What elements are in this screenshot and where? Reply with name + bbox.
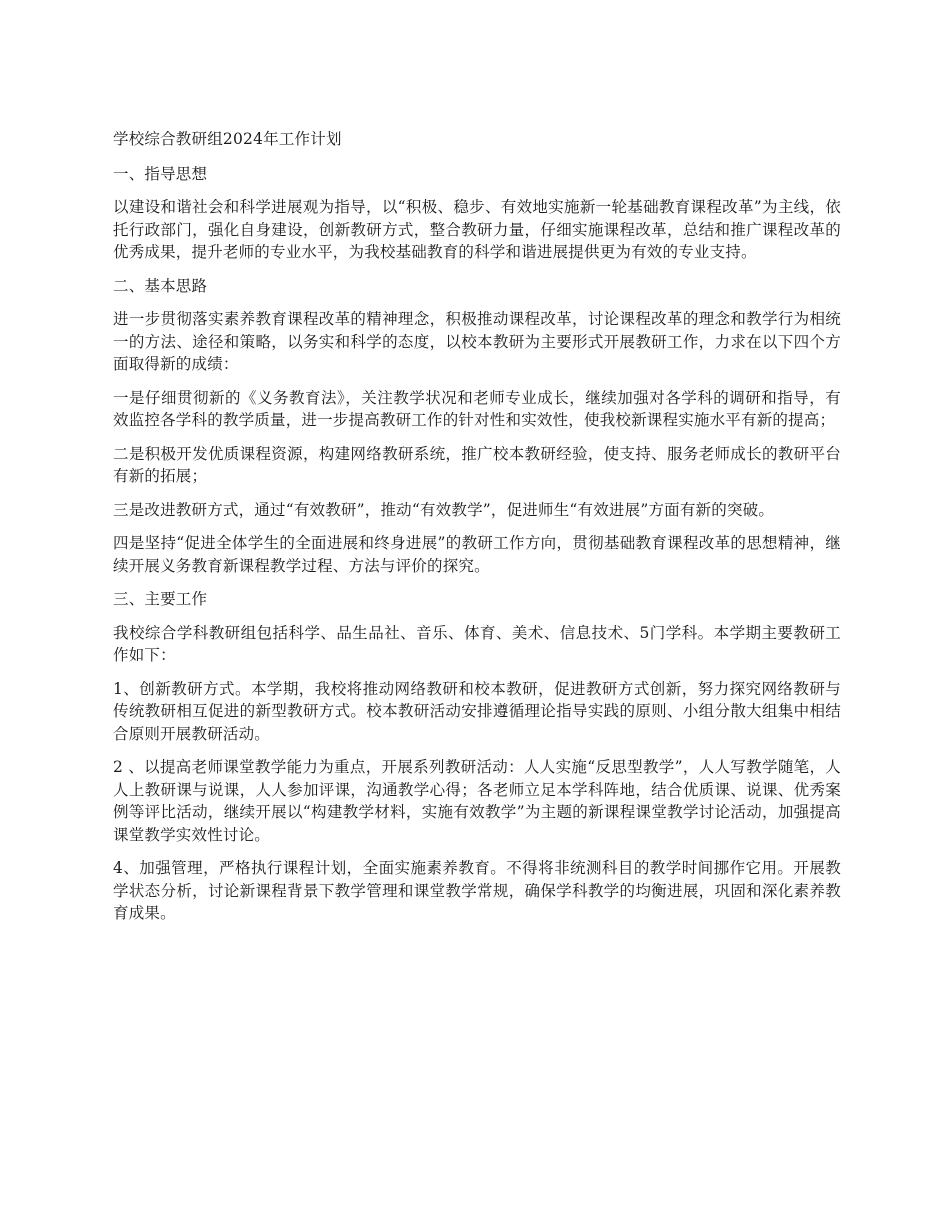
section-heading-guiding-thought: 一、指导思想 xyxy=(113,164,208,183)
paragraph-work-item-4: 4、加强管理，严格执行课程计划，全面实施素养教育。不得将非统测科目的教学时间挪作它用。开展教学状态分析，讨论新课程背景下教学管理和课堂教学常规，确保学科教学的均衡进展，巩固和深化素养教育成果。 xyxy=(113,859,841,922)
document-page xyxy=(113,128,841,936)
section-heading-main-work: 三、主要工作 xyxy=(113,590,208,608)
paragraph-goal-2: 二是积极开发优质课程资源，构建网络教研系统，推广校本教研经验，使支持、服务老师成长的教研平台有新的拓展； xyxy=(113,444,841,485)
paragraph-goal-3: 三是改进教研方式，通过“有效教研”，推动“有效教学”，促进师生“有效进展”方面有新的突破。 xyxy=(113,500,775,519)
paragraph-work-item-1: 1、创新教研方式。本学期，我校将推动网络教研和校本教研，促进教研方式创新，努力探究网络教研与传统教研相互促进的新型教研方式。校本教研活动安排遵循理论指导实践的原则、小组分散大组集中相结合原则开展教研活动。 xyxy=(113,679,841,743)
paragraph-guiding-thought: 以建设和谐社会和科学进展观为指导，以“积极、稳步、有效地实施新一轮基础教育课程改革”为主线，依托行政部门，强化自身建设，创新教研方式，整合教研力量，仔细实施课程改革，总结和推广课程改革的优秀成果，提升老师的专业水平，为我校基础教育的科学和谐进展提供更为有效的专业支持。 xyxy=(113,198,841,261)
paragraph-work-item-2: 2 、以提高老师课堂教学能力为重点，开展系列教研活动：人人实施“反思型教学”，人人写教学随笔，人人上教研课与说课，人人参加评课，沟通教学心得；各老师立足本学科阵地，结合优质课、说课、优秀案例等评比活动，继续开展以“构建教学材料，实施有效教学”为主题的新课程课堂教学讨论活动，加强提高课堂教学实效性讨论。 xyxy=(113,758,841,844)
paragraph-basic-ideas-intro: 进一步贯彻落实素养教育课程改革的精神理念，积极推动课程改革，讨论课程改革的理念和教学行为相统一的方法、途径和策略，以务实和科学的态度，以校本教研为主要形式开展教研工作，力求在以下四个方面取得新的成绩： xyxy=(113,310,841,373)
paragraph-goal-4: 四是坚持“促进全体学生的全面进展和终身进展”的教研工作方向，贯彻基础教育课程改革的思想精神，继续开展义务教育新课程教学过程、方法与评价的探究。 xyxy=(113,534,841,575)
document-title: 学校综合教研组2024年工作计划 xyxy=(113,130,342,148)
section-heading-basic-ideas: 二、基本思路 xyxy=(113,276,208,295)
paragraph-goal-1: 一是仔细贯彻新的《义务教育法》，关注教学状况和老师专业成长，继续加强对各学科的调研和指导，有效监控各学科的教学质量，进一步提高教研工作的针对性和实效性，使我校新课程实施水平有新的提高； xyxy=(113,388,841,429)
paragraph-main-work-intro: 我校综合学科教研组包括科学、品生品社、音乐、体育、美术、信息技术、5门学科。本学期主要教研工作如下： xyxy=(113,623,841,664)
